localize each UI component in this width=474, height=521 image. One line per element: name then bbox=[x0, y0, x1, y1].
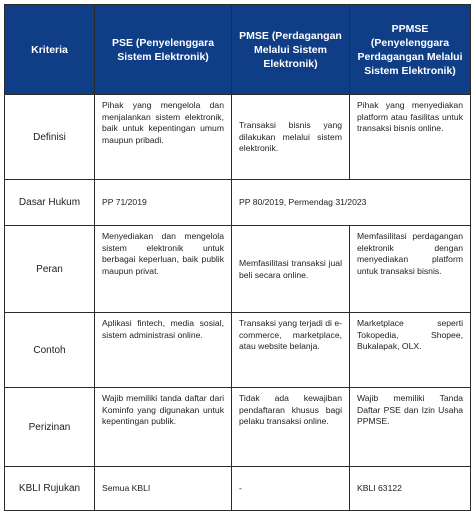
header-row bbox=[5, 5, 471, 95]
criteria-cell: Perizinan bbox=[5, 388, 95, 467]
header-ppmse: PPMSE (Penyelenggara Perdagangan Melalui Sistem Elektronik) bbox=[350, 5, 471, 95]
pmse-cell: Transaksi yang terjadi di e-commerce, marketplace, atau website belanja. bbox=[232, 313, 350, 388]
ppmse-cell: Memfasilitasi perdagangan elektronik dengan menyediakan platform untuk transaksi bisnis. bbox=[350, 226, 471, 313]
pse-cell: Menyediakan dan mengelola sistem elektronik untuk berbagai keperluan, baik publik maupun privat. bbox=[95, 226, 232, 313]
ppmse-cell: KBLI 63122 bbox=[350, 467, 471, 511]
pse-cell: Semua KBLI bbox=[95, 467, 232, 511]
table-header bbox=[5, 5, 471, 95]
row-perizinan bbox=[5, 388, 471, 467]
ppmse-cell: Pihak yang menyediakan platform atau fasilitas untuk transaksi bisnis online. bbox=[350, 95, 471, 180]
header-pmse: PMSE (Perdagangan Melalui Sistem Elektronik) bbox=[232, 5, 350, 95]
criteria-cell: Definisi bbox=[5, 95, 95, 180]
header-kriteria: Kriteria bbox=[5, 5, 95, 95]
ppmse-cell: Wajib memiliki Tanda Daftar PSE dan Izin Usaha PPMSE. bbox=[350, 388, 471, 467]
criteria-cell: KBLI Rujukan bbox=[5, 467, 95, 511]
pse-cell: Wajib memiliki tanda daftar dari Kominfo yang digunakan untuk kepentingan publik. bbox=[95, 388, 232, 467]
row-contoh bbox=[5, 313, 471, 388]
row-definisi bbox=[5, 95, 471, 180]
pse-cell: Aplikasi fintech, media sosial, sistem administrasi online. bbox=[95, 313, 232, 388]
header-pse: PSE (Penyelenggara Sistem Elektronik) bbox=[95, 5, 232, 95]
comparison-table bbox=[4, 4, 471, 511]
pmse-ppmse-cell: PP 80/2019, Permendag 31/2023 bbox=[232, 180, 471, 226]
pmse-cell: - bbox=[232, 467, 350, 511]
pmse-cell: Tidak ada kewajiban pendaftaran khusus bagi pelaku transaksi online. bbox=[232, 388, 350, 467]
pmse-cell: Transaksi bisnis yang dilakukan melalui sistem elektronik. bbox=[232, 95, 350, 180]
pse-cell: Pihak yang mengelola dan menjalankan sistem elektronik, baik untuk kepentingan umum maupun pribadi. bbox=[95, 95, 232, 180]
table-body bbox=[5, 95, 471, 511]
row-peran bbox=[5, 226, 471, 313]
ppmse-cell: Marketplace seperti Tokopedia, Shopee, Bukalapak, OLX. bbox=[350, 313, 471, 388]
row-kbli-rujukan bbox=[5, 467, 471, 511]
criteria-cell: Contoh bbox=[5, 313, 95, 388]
row-dasar-hukum bbox=[5, 180, 471, 226]
pse-cell: PP 71/2019 bbox=[95, 180, 232, 226]
pmse-cell: Memfasilitasi transaksi jual beli secara online. bbox=[232, 226, 350, 313]
criteria-cell: Dasar Hukum bbox=[5, 180, 95, 226]
criteria-cell: Peran bbox=[5, 226, 95, 313]
